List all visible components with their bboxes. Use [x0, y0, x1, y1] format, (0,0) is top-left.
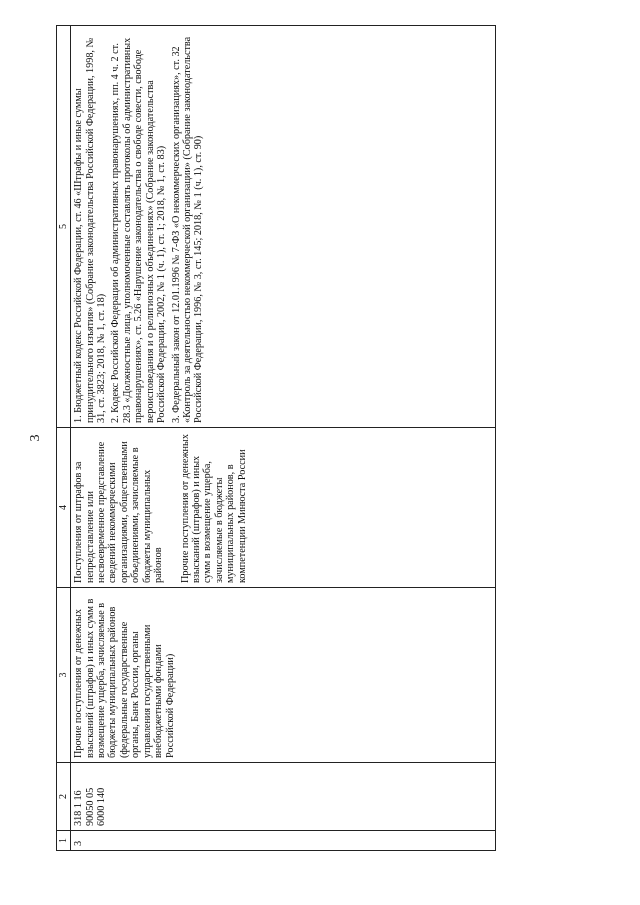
source-item: Прочие поступления от денежных взысканий (штрафов) и иных сумм в возмещение ущерба, зачисляемые в бюджеты муниципальных районов, в компетенции Минюста России	[179, 434, 248, 583]
rotated-table-container	[56, 26, 496, 851]
table-row	[71, 26, 496, 851]
header-col-4: 4	[57, 428, 71, 588]
income-sources	[71, 428, 496, 588]
legal-item: 2. Кодекс Российской Федерации об административных правонарушениях, пп. 4 ч. 2 ст. 28.3 «Должностные лица, уполномоченные составлять протоколы об административных правонарушениях», ст. 5.26 «Нарушение законодательства о свободе совести, свободе вероисповедания и о религиозных объединениях» (Собрание законодательства Российской Федерации, 2002, № 1 (ч. 1), ст. 1; 2018, № 1, ст. 83)	[110, 37, 168, 423]
legal-table	[56, 25, 496, 851]
header-col-1: 1	[57, 831, 71, 851]
legal-item: 3. Федеральный закон от 12.01.1996 № 7-ФЗ «О некоммерческих организациях», ст. 32 «Контроль за деятельностью некоммерческой организации» (Собрание законодательства Российской Федерации, 1996, № 3, ст. 145; 2018, № 1 (ч. 1), ст. 90)	[170, 36, 205, 423]
header-col-2: 2	[57, 763, 71, 831]
header-col-3: 3	[57, 588, 71, 763]
header-col-5: 5	[57, 26, 71, 428]
header-row	[57, 26, 71, 851]
budget-code: 318 1 16 90050 05 6000 140	[71, 763, 496, 831]
income-name: Прочие поступления от денежных взысканий (штрафов) и иных сумм в возмещение ущерба, зачисляемые в бюджеты муниципальных районов (федеральные государственные органы, Банк России, органы управления государственными внебюджетными фондами Российской Федерации)	[71, 588, 496, 763]
row-number: 3	[71, 831, 496, 851]
source-item: Поступления от штрафов за непредставление или несвоевременное представление сведений некоммерческими организациями, общественными объединениями, зачисляемые в бюджеты муниципальных районов	[73, 441, 165, 583]
page-number: 3	[28, 434, 43, 442]
legal-item: 1. Бюджетный кодекс Российской Федерации, ст. 46 «Штрафы и иные суммы принудительного изъятия» (Собрание законодательства Российской Федерации, 1998, № 31, ст. 3823; 2018, № 1, ст. 18)	[73, 37, 108, 423]
legal-basis	[71, 26, 496, 428]
